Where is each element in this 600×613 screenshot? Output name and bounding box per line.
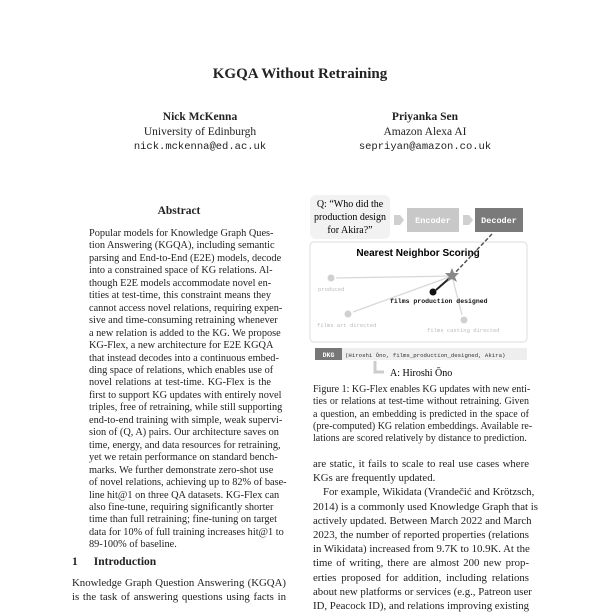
text-line: first to support KG updates with entirely novel — [89, 389, 282, 401]
question-line: production design — [314, 212, 386, 223]
text-line: 2023, the number of reported properties (relations — [313, 529, 529, 542]
section-number: 1 — [72, 556, 78, 568]
text-line: For example, Wikidata (Vrandečić and Krötzsch, — [323, 486, 535, 499]
text-line: data for 10% of full training increases hit@1 to — [89, 526, 284, 538]
author-email: sepriyan@amazon.co.uk — [358, 141, 492, 153]
answer-arrow — [375, 361, 384, 372]
text-line: end-to-end training with simple, weak supervi- — [89, 414, 283, 426]
text-line: actively updated. Between March 2022 and March — [313, 514, 532, 527]
text-line: line hit@1 on three QA datasets. KG-Flex can — [89, 489, 280, 501]
text-line: in Wikidata) increased from 9.7K to 10.9K. At the — [313, 543, 530, 556]
text-line: tities at test-time, this constraint means they — [89, 290, 271, 302]
text-line: ID, Peacock ID), and relations improving existing — [313, 600, 529, 613]
text-line: ties or relations at test-time without retraining. Given — [313, 396, 529, 408]
text-line: yet we retain performance on standard bench- — [89, 452, 278, 464]
author-affiliation: University of Edinburgh — [143, 126, 257, 138]
text-line: triples, free of retraining, while still supporting — [89, 402, 283, 414]
relation-label-predicted: films production designed — [390, 298, 488, 305]
text-line: 2014) is a commonly used Knowledge Graph that is — [313, 500, 538, 513]
relation-label: films casting directed — [427, 327, 500, 334]
author-email: nick.mckenna@ed.ac.uk — [133, 141, 267, 153]
scoring-title: Nearest Neighbor Scoring — [356, 248, 480, 259]
text-line: Knowledge Graph Question Answering (KGQA) — [72, 577, 286, 589]
relation-point — [345, 311, 352, 318]
relation-label: films art directed — [317, 322, 377, 329]
encoder-label: Encoder — [415, 216, 451, 226]
text-line: are static, it fails to scale to real use cases where — [313, 458, 529, 470]
decoder-label: Decoder — [481, 216, 517, 226]
text-line: time of writing, there are almost 200 new prop- — [313, 557, 529, 570]
text-line: KG-Flex, a new architecture for E2E KGQA — [89, 340, 274, 352]
body-right-column — [313, 457, 538, 613]
text-line: erties proposed for addition, including relations — [313, 571, 529, 584]
relation-label: produced — [318, 286, 345, 293]
text-line: though E2E models accommodate novel en- — [89, 277, 272, 289]
arrow-icon — [463, 215, 473, 225]
text-line: into a constrained space of KG relations. Al- — [89, 265, 273, 277]
text-line: sion of (Q, A) pairs. Our architecture saves on — [89, 427, 279, 439]
text-line: a new relation is added to the KG. We propose — [89, 327, 281, 339]
text-line: Popular models for Knowledge Graph Ques- — [89, 228, 274, 239]
text-line: that instead decodes into a continuous embed- — [89, 352, 279, 364]
text-line: about new platforms or services (e.g., Patreon user — [313, 585, 532, 598]
section-title: Introduction — [93, 556, 157, 568]
text-line: (pre-computed) KG relation embeddings. Available re- — [313, 420, 533, 432]
triple-text: (Hiroshi Ōno, films_production_designed, Akira) — [345, 352, 506, 359]
relation-point — [328, 275, 335, 282]
paper-title: KGQA Without Retraining — [212, 66, 388, 82]
text-line: 89-100% of baseline. — [89, 539, 177, 551]
question-line: Q: “Who did the — [316, 199, 384, 210]
text-line: is the task of answering questions using facts in — [72, 591, 286, 603]
author-name: Nick McKenna — [162, 111, 238, 123]
dkg-label: DKG — [322, 352, 335, 359]
answer-text: A: Hiroshi Ōno — [390, 368, 453, 379]
arrow-icon — [394, 215, 404, 225]
text-line: marks. We further demonstrate zero-shot use — [89, 464, 274, 476]
text-line: time, energy, and data resources for retraining, — [89, 439, 281, 451]
text-line: ding space of relations, which enables use of — [89, 364, 274, 376]
author-affiliation: Amazon Alexa AI — [383, 126, 467, 138]
text-line: cannot access novel relations, requiring expen- — [89, 302, 283, 314]
text-line: KGs are frequently updated. — [313, 472, 436, 485]
text-line: Figure 1: KG-Flex enables KG updates with new enti- — [313, 384, 531, 395]
text-line: a question, an embedding is predicted in the space of — [313, 408, 529, 420]
figure-caption — [313, 384, 533, 445]
text-line: time than full retraining; fine-tuning on target — [89, 514, 277, 526]
text-line: sive and time-consuming retraining whenever — [89, 315, 278, 327]
text-line: novel relations at test-time. KG-Flex is the — [89, 377, 271, 389]
relation-point — [461, 317, 468, 324]
author-name: Priyanka Sen — [391, 111, 459, 123]
text-line: lations are scored relatively by distance to prediction. — [313, 433, 527, 445]
question-line: for Akira?” — [327, 225, 373, 236]
abstract-heading: Abstract — [157, 205, 201, 217]
text-line: tion Answering (KGQA), including semantic — [89, 240, 275, 252]
text-line: also fine-tune, requiring significantly shorter — [89, 501, 274, 513]
relation-point-nearest — [430, 289, 437, 296]
text-line: parsing and End-to-End (E2E) models, decode — [89, 252, 282, 264]
text-line: of novel relations, achieving up to 82% of base- — [89, 477, 287, 489]
